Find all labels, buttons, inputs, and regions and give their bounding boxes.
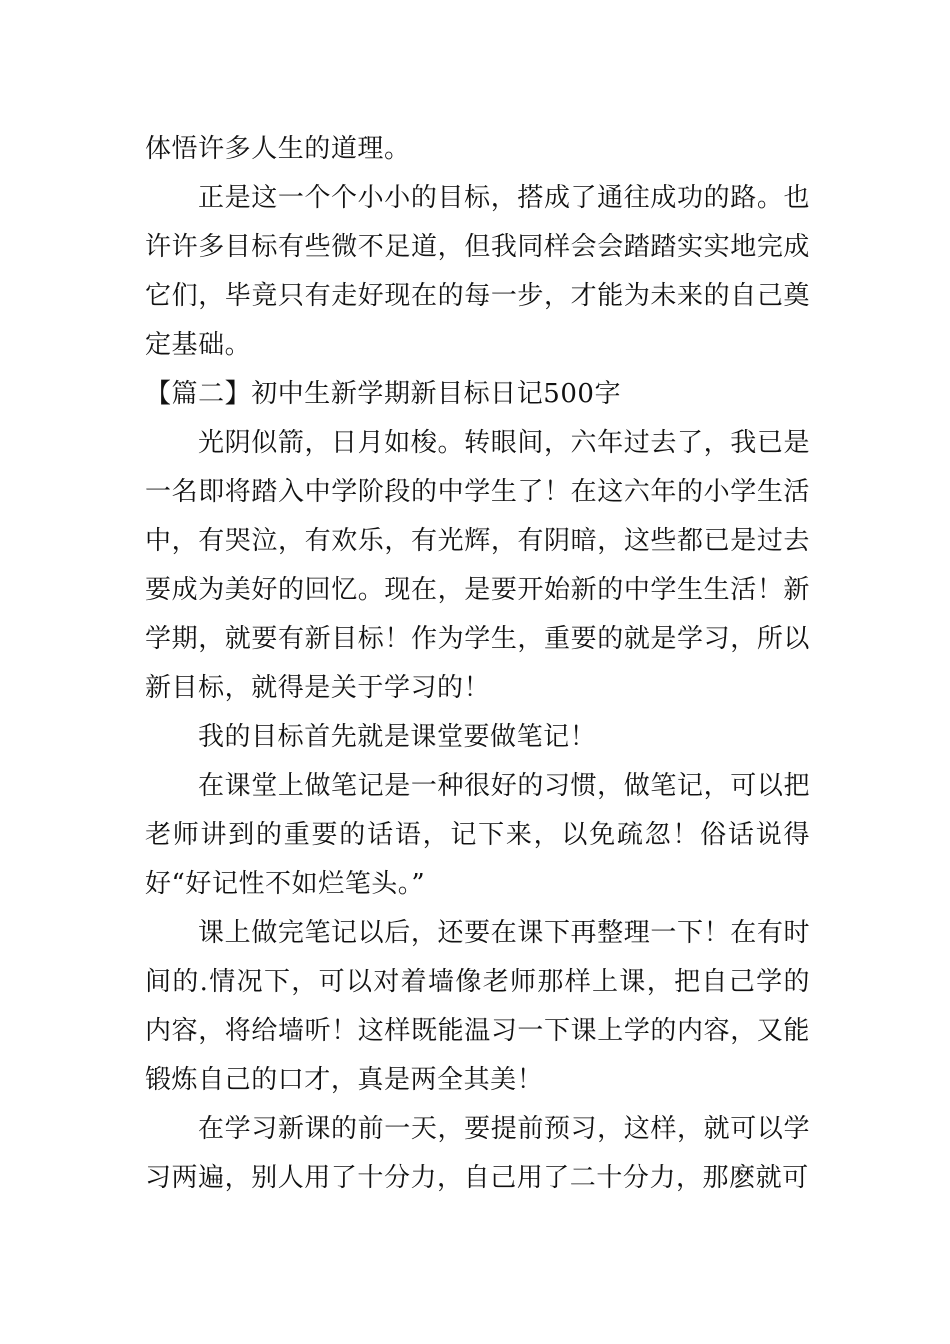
paragraph-review-notes: 课上做完笔记以后，还要在课下再整理一下！在有时间的.情况下，可以对着墙像老师那样上课，把自己学的内容，将给墙听！这样既能温习一下课上学的内容，又能锻炼自己的口才，真是两全其美！ [145, 918, 810, 1095]
paragraph-continuation: 体悟许多人生的道理。 [145, 134, 411, 164]
paragraph-first-goal: 我的目标首先就是课堂要做笔记！ [198, 722, 597, 752]
document-body [145, 125, 810, 1203]
section-heading: 【篇二】初中生新学期新目标日记500字 [145, 379, 622, 409]
paragraph-preview-lesson: 在学习新课的前一天，要提前预习，这样，就可以学习两遍，别人用了十分力，自己用了二十分力，那麽就可 [145, 1114, 810, 1193]
paragraph-six-years: 光阴似箭，日月如梭。转眼间，六年过去了，我已是一名即将踏入中学阶段的中学生了！在这六年的小学生活中，有哭泣，有欢乐，有光辉，有阴暗，这些都已是过去要成为美好的回忆。现在，是要开始新的中学生生活！新学期，就要有新目标！作为学生，重要的就是学习，所以新目标，就得是关于学习的！ [145, 428, 810, 703]
paragraph-note-taking: 在课堂上做笔记是一种很好的习惯，做笔记，可以把老师讲到的重要的话语，记下来，以免疏忽！俗话说得好“好记性不如烂笔头。” [145, 771, 810, 899]
paragraph-goals-path: 正是这一个个小小的目标，搭成了通往成功的路。也许许多目标有些微不足道，但我同样会会踏踏实实地完成它们，毕竟只有走好现在的每一步，才能为未来的自己奠定基础。 [145, 183, 810, 360]
